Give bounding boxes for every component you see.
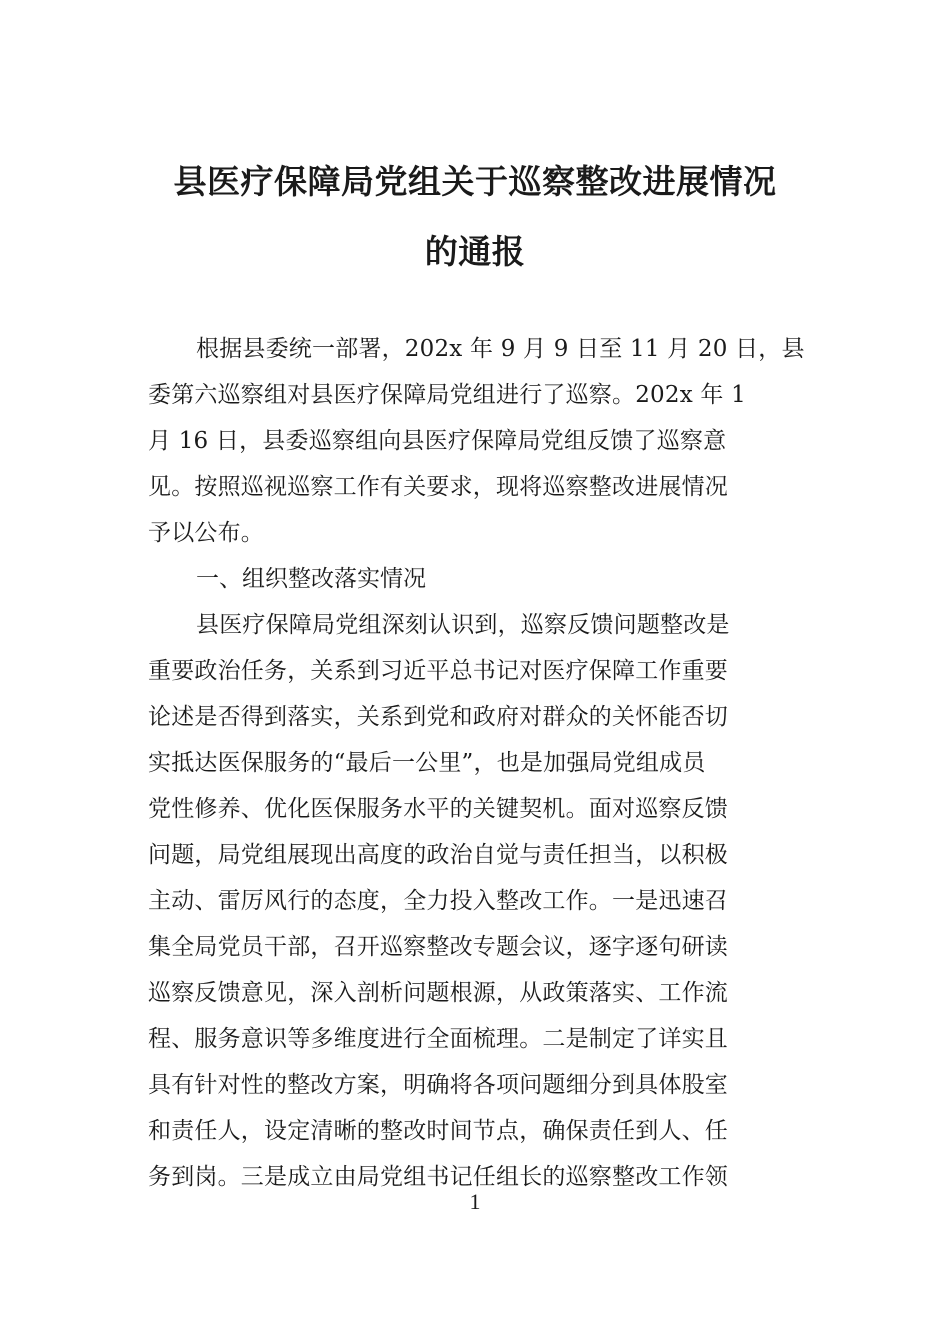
document-title-line-1: 县医疗保障局党组关于巡察整改进展情况: [173, 162, 777, 201]
paragraph-line: 具有针对性的整改方案，明确将各项问题细分到具体股室: [148, 1072, 728, 1098]
intro-line: 见。按照巡视巡察工作有关要求，现将巡察整改进展情况: [148, 474, 728, 500]
paragraph-line: 程、服务意识等多维度进行全面梳理。二是制定了详实且: [148, 1026, 728, 1052]
paragraph-line: 实抵达医保服务的“最后一公里”，也是加强局党组成员: [148, 750, 706, 776]
paragraph-line: 主动、雷厉风行的态度，全力投入整改工作。一是迅速召: [148, 888, 728, 914]
paragraph-line: 重要政治任务，关系到习近平总书记对医疗保障工作重要: [148, 658, 728, 684]
paragraph-line: 论述是否得到落实，关系到党和政府对群众的关怀能否切: [148, 704, 728, 730]
intro-line: 委第六巡察组对县医疗保障局党组进行了巡察。202x 年 1: [148, 382, 746, 408]
section-heading: 一、组织整改落实情况: [196, 566, 426, 592]
intro-line: 予以公布。: [148, 520, 264, 546]
page-number: 1: [469, 1189, 481, 1214]
intro-line: 根据县委统一部署，202x 年 9 月 9 日至 11 月 20 日，县: [196, 336, 805, 362]
paragraph-line: 和责任人，设定清晰的整改时间节点，确保责任到人、任: [148, 1118, 728, 1144]
document-title-line-2: 的通报: [424, 232, 526, 271]
paragraph-line: 集全局党员干部，召开巡察整改专题会议，逐字逐句研读: [148, 934, 728, 960]
paragraph-line: 问题，局党组展现出高度的政治自觉与责任担当，以积极: [148, 842, 728, 868]
paragraph-line: 党性修养、优化医保服务水平的关键契机。面对巡察反馈: [148, 796, 728, 822]
intro-line: 月 16 日，县委巡察组向县医疗保障局党组反馈了巡察意: [148, 428, 727, 454]
paragraph-line: 巡察反馈意见，深入剖析问题根源，从政策落实、工作流: [148, 980, 728, 1006]
paragraph-line: 县医疗保障局党组深刻认识到，巡察反馈问题整改是: [196, 612, 730, 638]
paragraph-line: 务到岗。三是成立由局党组书记任组长的巡察整改工作领: [148, 1164, 728, 1190]
